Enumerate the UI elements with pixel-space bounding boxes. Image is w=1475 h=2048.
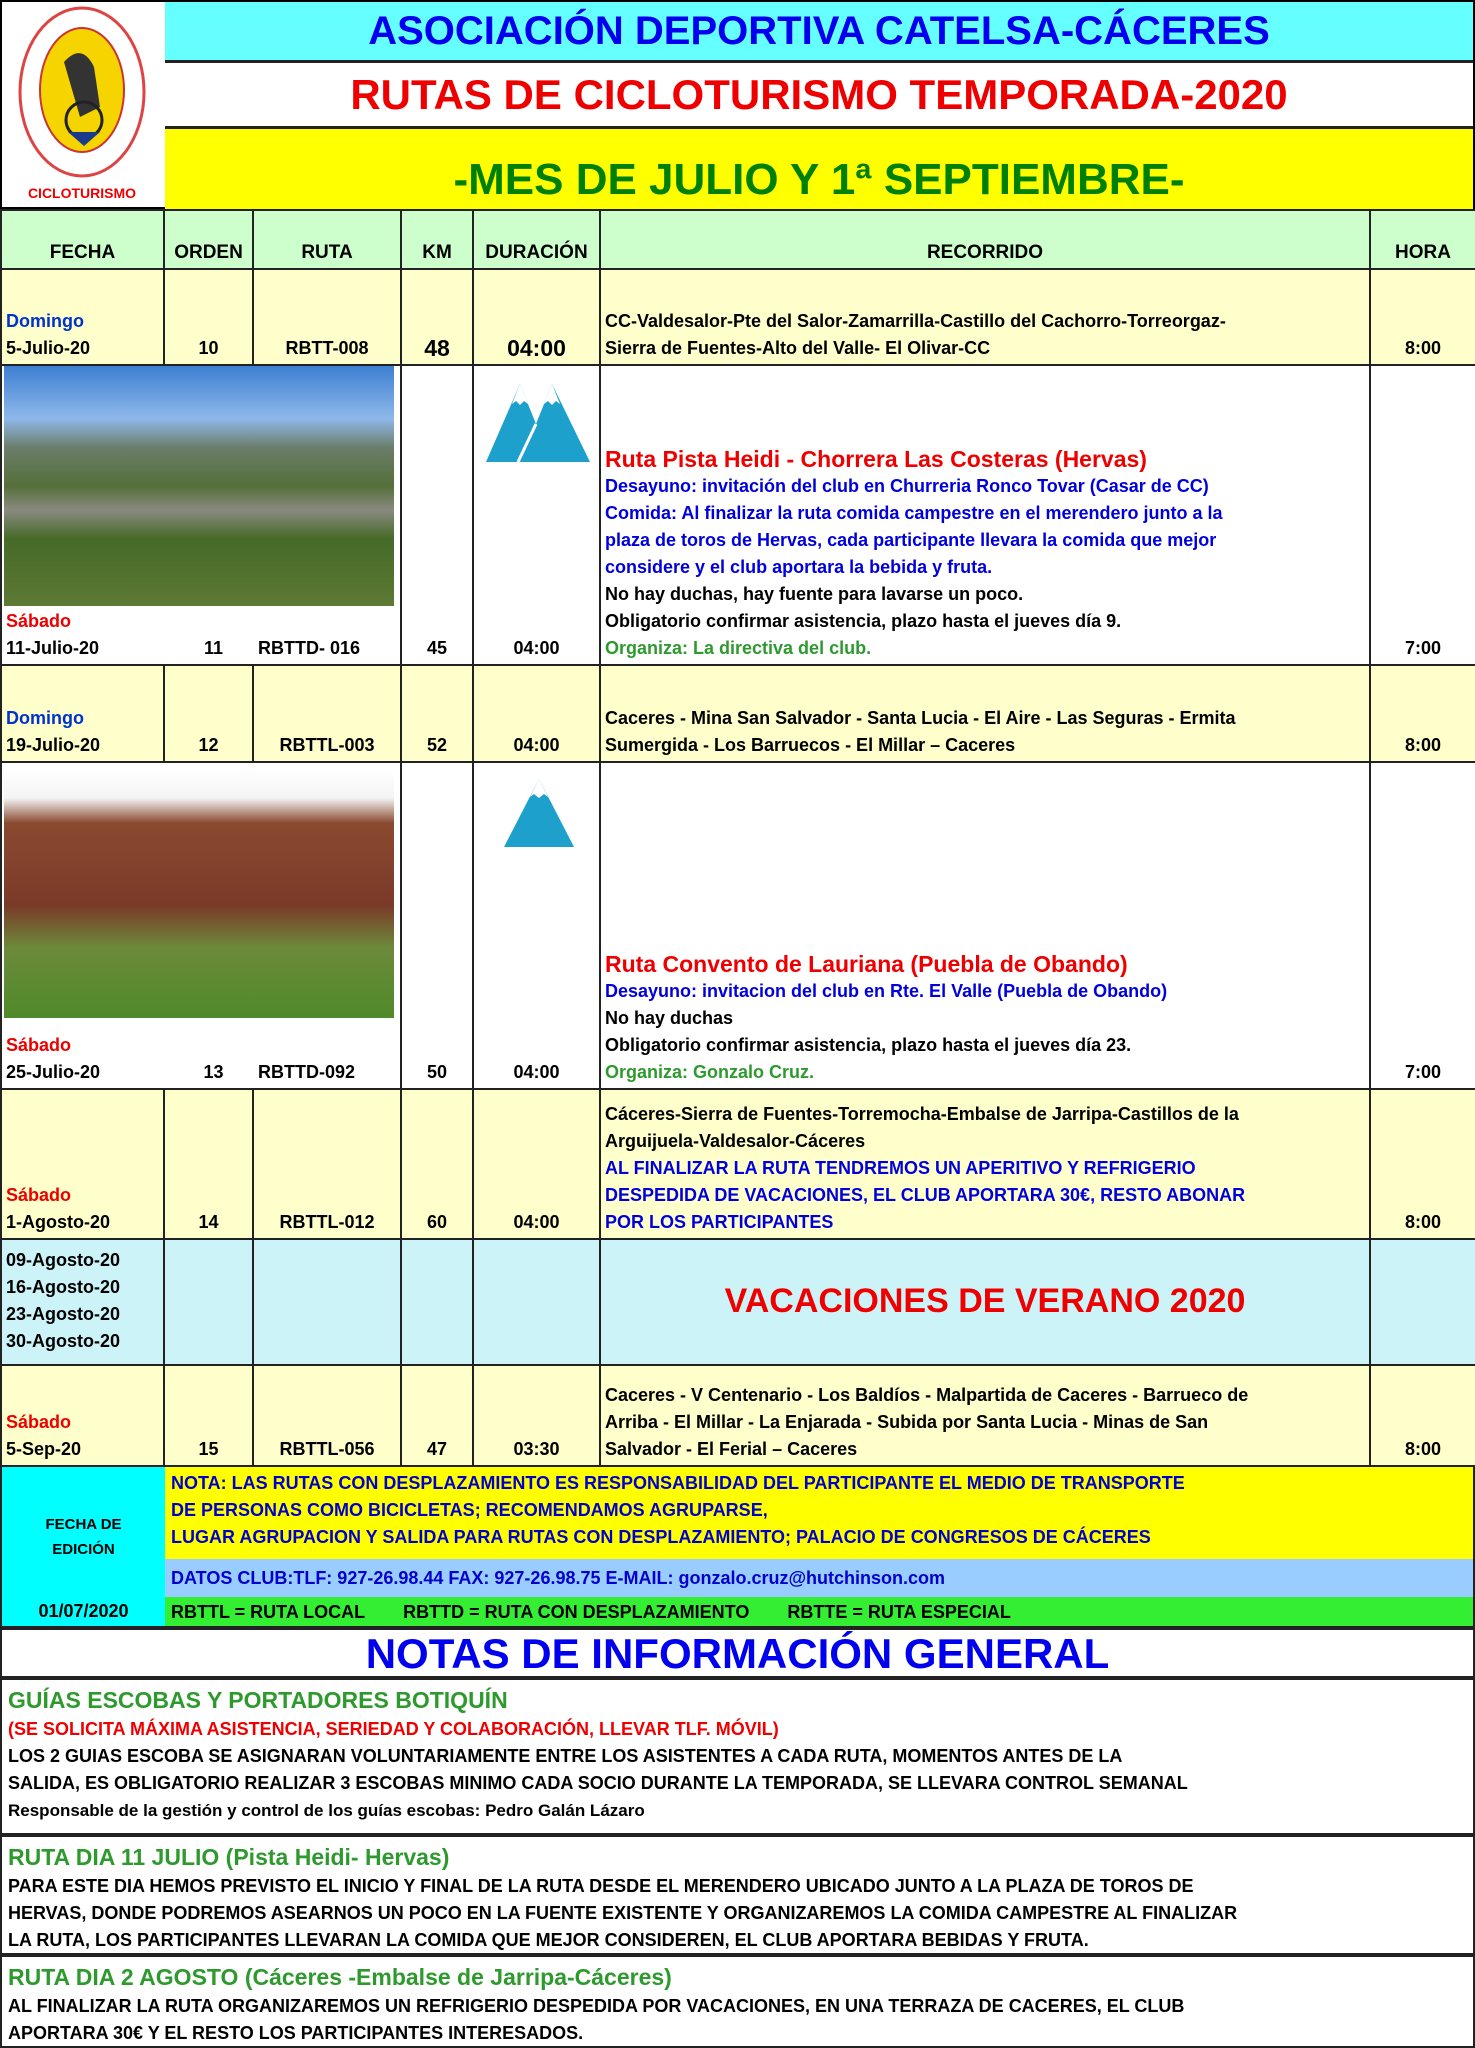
legend-item: RBTTE = RUTA ESPECIAL [787, 1602, 1011, 1622]
season-title: RUTAS DE CICLOTURISMO TEMPORADA-2020 [165, 63, 1473, 129]
route-line: Cáceres-Sierra de Fuentes-Torremocha-Embalse de Jarripa-Castillos de la [605, 1104, 1239, 1124]
club-contact: DATOS CLUB:TLF: 927-26.98.44 FAX: 927-26.98.75 E-MAIL: gonzalo.cruz@hutchinson.com [165, 1559, 1473, 1597]
route-organizer: Organiza: La directiva del club. [605, 638, 872, 658]
double-mountain-icon [486, 384, 590, 464]
vacation-label: VACACIONES DE VERANO 2020 [600, 1239, 1370, 1365]
route-title: Ruta Pista Heidi - Chorrera Las Costeras (Hervas) [605, 446, 1147, 472]
route-day: Domingo [6, 708, 84, 728]
route-date: 11-Julio-20 [6, 638, 100, 658]
table-row [1, 665, 1475, 762]
vacation-date: 30-Agosto-20 [6, 1331, 121, 1351]
route-time: 8:00 [1370, 665, 1475, 762]
route-date: 5-Sep-20 [6, 1439, 82, 1459]
route-line: Caceres - Mina San Salvador - Santa Lucia - El Aire - Las Seguras - Ermita [605, 708, 1236, 728]
transport-note [165, 1467, 1473, 1559]
route-day: Sábado [6, 1035, 72, 1055]
route-day: Domingo [6, 311, 84, 331]
col-km: KM [401, 210, 473, 269]
edition-label: EDICIÓN [52, 1541, 115, 1558]
route-line: DESPEDIDA DE VACACIONES, EL CLUB APORTARA 30€, RESTO ABONAR [605, 1185, 1246, 1205]
route-km: 45 [401, 365, 473, 665]
table-header [1, 210, 1475, 269]
route-duration: 04:00 [513, 1062, 560, 1082]
section-line: APORTARA 30€ Y EL RESTO LOS PARTICIPANTES INTERESADOS. [8, 2023, 584, 2043]
col-fecha: FECHA [1, 210, 164, 269]
route-line: Salvador - El Ferial – Caceres [605, 1439, 858, 1459]
section-line: LOS 2 GUIAS ESCOBA SE ASIGNARAN VOLUNTARIAMENTE ENTRE LOS ASISTENTES A CADA RUTA, MOMENTOS ANTES DE LA [8, 1746, 1123, 1766]
route-duration: 04:00 [473, 665, 600, 762]
route-order: 13 [203, 1062, 224, 1082]
mountain-landscape-photo [4, 366, 394, 606]
route-line: Desayuno: invitación del club en Churreria Ronco Tovar (Casar de CC) [605, 476, 1209, 496]
general-notes-title: NOTAS DE INFORMACIÓN GENERAL [0, 1628, 1475, 1678]
route-line: Obligatorio confirmar asistencia, plazo hasta el jueves día 23. [605, 1035, 1132, 1055]
route-time: 8:00 [1370, 1089, 1475, 1239]
route-km: 47 [401, 1365, 473, 1466]
legend-item: RBTTD = RUTA CON DESPLAZAMIENTO [403, 1602, 750, 1622]
route-line: Arriba - El Millar - La Enjarada - Subida por Santa Lucia - Minas de San [605, 1412, 1209, 1432]
section-line: SALIDA, ES OBLIGATORIO REALIZAR 3 ESCOBAS MINIMO CADA SOCIO DURANTE LA TEMPORADA, SE LLEVARA CONTROL SEMANAL [8, 1773, 1188, 1793]
routes-table [0, 209, 1475, 1467]
route-code: RBTTL-003 [253, 665, 401, 762]
route-line: Comida: Al finalizar la ruta comida campestre en el merendero junto a la [605, 503, 1223, 523]
route-line: Sierra de Fuentes-Alto del Valle- El Olivar-CC [605, 338, 991, 358]
route-line: Arguijuela-Valdesalor-Cáceres [605, 1131, 866, 1151]
route-day: Sábado [6, 611, 72, 631]
route-day: Sábado [6, 1185, 72, 1205]
edition-date: 01/07/2020 [38, 1601, 129, 1621]
section-line: HERVAS, DONDE PODREMOS ASEARNOS UN POCO EN LA FUENTE EXISTENTE Y ORGANIZAREMOS LA COMIDA CAMPESTRE AL FINALIZAR [8, 1903, 1238, 1923]
period-title: -MES DE JULIO Y 1ª SEPTIEMBRE- [165, 129, 1473, 209]
route-line: POR LOS PARTICIPANTES [605, 1212, 834, 1232]
legend-item: RBTTL = RUTA LOCAL [171, 1602, 366, 1622]
convent-ruins-photo [4, 768, 394, 1018]
table-row [1, 1089, 1475, 1239]
route-code-legend [165, 1597, 1473, 1626]
sweeper-guides-section [0, 1678, 1475, 1835]
section-title: RUTA DIA 11 JULIO (Pista Heidi- Hervas) [8, 1844, 450, 1870]
section-title: GUÍAS ESCOBAS Y PORTADORES BOTIQUÍN [8, 1687, 508, 1713]
section-line: PARA ESTE DIA HEMOS PREVISTO EL INICIO Y FINAL DE LA RUTA DESDE EL MERENDERO UBICADO JUNTO A LA PLAZA DE TOROS DE [8, 1876, 1194, 1896]
route-title: Ruta Convento de Lauriana (Puebla de Obando) [605, 951, 1128, 977]
route-date: 19-Julio-20 [6, 735, 101, 755]
route-date: 25-Julio-20 [6, 1062, 101, 1082]
route-time: 8:00 [1370, 269, 1475, 365]
col-ruta: RUTA [253, 210, 401, 269]
section-responsible: Responsable de la gestión y control de los guías escobas: Pedro Galán Lázaro [8, 1801, 645, 1820]
table-row [1, 365, 1475, 665]
route-line: No hay duchas [605, 1008, 734, 1028]
route-duration: 04:00 [473, 269, 600, 365]
route-code: RBTTD- 016 [258, 638, 361, 658]
route-duration: 04:00 [513, 638, 560, 658]
notes-block [0, 1465, 1475, 1628]
route-order: 15 [164, 1365, 253, 1466]
route-date: 5-Julio-20 [6, 338, 91, 358]
table-row [1, 1365, 1475, 1466]
route-order: 12 [164, 665, 253, 762]
section-line: AL FINALIZAR LA RUTA ORGANIZAREMOS UN REFRIGERIO DESPEDIDA POR VACACIONES, EN UNA TERRAZA DE CACERES, EL CLUB [8, 1996, 1185, 2016]
route-code: RBTT-008 [253, 269, 401, 365]
col-orden: ORDEN [164, 210, 253, 269]
note-line: NOTA: LAS RUTAS CON DESPLAZAMIENTO ES RESPONSABILIDAD DEL PARTICIPANTE EL MEDIO DE TRANSPORTE [171, 1473, 1185, 1493]
route-date: 1-Agosto-20 [6, 1212, 111, 1232]
svg-text:CICLOTURISMO: CICLOTURISMO [27, 185, 137, 201]
route-day: Sábado [6, 1412, 72, 1432]
route-km: 50 [401, 762, 473, 1089]
col-recorrido: RECORRIDO [600, 210, 1370, 269]
route-duration: 04:00 [473, 1089, 600, 1239]
route-km: 52 [401, 665, 473, 762]
route-code: RBTTL-056 [253, 1365, 401, 1466]
route-order: 11 [203, 638, 224, 658]
org-title: ASOCIACIÓN DEPORTIVA CATELSA-CÁCERES [165, 2, 1473, 63]
col-hora: HORA [1370, 210, 1475, 269]
route-km: 60 [401, 1089, 473, 1239]
club-logo [2, 2, 165, 207]
route-line: Sumergida - Los Barruecos - El Millar – Caceres [605, 735, 1016, 755]
route-line: Caceres - V Centenario - Los Baldíos - Malpartida de Caceres - Barrueco de [605, 1385, 1249, 1405]
route-code: RBTTL-012 [253, 1089, 401, 1239]
route-time: 7:00 [1370, 762, 1475, 1089]
table-row [1, 269, 1475, 365]
route-line: Obligatorio confirmar asistencia, plazo hasta el jueves día 9. [605, 611, 1122, 631]
table-row [1, 762, 1475, 1089]
edition-date-box [2, 1467, 165, 1626]
note-line: DE PERSONAS COMO BICICLETAS; RECOMENDAMOS AGRUPARSE, [171, 1500, 768, 1520]
route-order: 10 [164, 269, 253, 365]
route-duration: 03:30 [473, 1365, 600, 1466]
route-time: 8:00 [1370, 1365, 1475, 1466]
section-title: RUTA DIA 2 AGOSTO (Cáceres -Embalse de Jarripa-Cáceres) [8, 1964, 672, 1990]
route-line: CC-Valdesalor-Pte del Salor-Zamarrilla-Castillo del Cachorro-Torreorgaz- [605, 311, 1226, 331]
section-line: LA RUTA, LOS PARTICIPANTES LLEVARAN LA COMIDA QUE MEJOR CONSIDEREN, EL CLUB APORTARA BEBIDAS Y FRUTA. [8, 1930, 1089, 1950]
note-line: LUGAR AGRUPACION Y SALIDA PARA RUTAS CON DESPLAZAMIENTO; PALACIO DE CONGRESOS DE CÁCERES [171, 1527, 1151, 1547]
route-line: considere y el club aportara la bebida y fruta. [605, 557, 993, 577]
route-line: Desayuno: invitacion del club en Rte. El Valle (Puebla de Obando) [605, 981, 1168, 1001]
july-11-section [0, 1835, 1475, 1955]
vacation-row [1, 1239, 1475, 1365]
route-line: plaza de toros de Hervas, cada participante llevara la comida que mejor [605, 530, 1217, 550]
vacation-date: 09-Agosto-20 [6, 1250, 121, 1270]
header-block [0, 0, 1475, 209]
vacation-date: 16-Agosto-20 [6, 1277, 121, 1297]
section-warning: (SE SOLICITA MÁXIMA ASISTENCIA, SERIEDAD Y COLABORACIÓN, LLEVAR TLF. MÓVIL) [8, 1719, 779, 1739]
route-organizer: Organiza: Gonzalo Cruz. [605, 1062, 815, 1082]
route-time: 7:00 [1370, 365, 1475, 665]
col-duracion: DURACIÓN [473, 210, 600, 269]
route-line: AL FINALIZAR LA RUTA TENDREMOS UN APERITIVO Y REFRIGERIO [605, 1158, 1196, 1178]
route-code: RBTTD-092 [258, 1062, 356, 1082]
route-line: No hay duchas, hay fuente para lavarse un poco. [605, 584, 1024, 604]
route-km: 48 [401, 269, 473, 365]
route-order: 14 [164, 1089, 253, 1239]
august-2-section [0, 1955, 1475, 2048]
mountain-icon [504, 779, 574, 849]
edition-label: FECHA DE [45, 1516, 122, 1533]
vacation-date: 23-Agosto-20 [6, 1304, 121, 1324]
